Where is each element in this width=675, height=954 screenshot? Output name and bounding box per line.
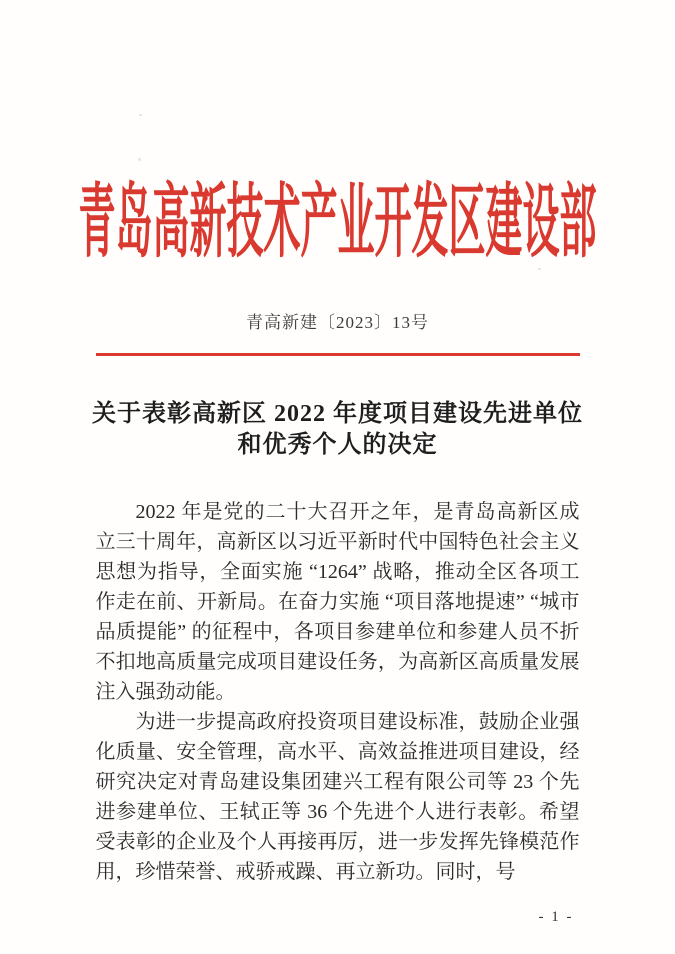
document-title-line1: 关于表彰高新区 2022 年度项目建设先进单位 <box>92 401 583 427</box>
letterhead-banner <box>0 0 675 270</box>
body-paragraph-1: 2022 年是党的二十大召开之年，是青岛高新区成立三十周年，高新区以习近平新时代中国特色社会主义思想为指导，全面实施 “1264” 战略，推动全区各项工作走在前、开新局。在奋力实施 “项目落地提速” “城市品质提能” 的征程中，各项目参建单位和参建人员不折不扣地高质量完成项目建设任务，为高新区高质量发展注入强劲动能。 <box>95 501 580 703</box>
document-body <box>96 497 580 887</box>
document-title <box>0 399 675 461</box>
issuing-authority-title: 青岛高新技术产业开发区建设部 <box>78 179 597 270</box>
red-divider-line <box>96 353 580 356</box>
page-number: - 1 - <box>538 909 574 925</box>
document-reference-number: 青高新建〔2023〕13号 <box>246 313 429 332</box>
body-paragraph-2: 为进一步提高政府投资项目建设标准，鼓励企业强化质量、安全管理，高水平、高效益推进项目建设，经研究决定对青岛建设集团建兴工程有限公司等 23 个先进参建单位、王轼正等 36 个先进个人进行表彰。希望受表彰的企业及个人再接再厉，进一步发挥先锋模范作用，珍惜荣誉、戒骄戒躁、再立新功。同时，号 <box>95 711 580 883</box>
scan-artifact <box>139 114 142 116</box>
document-title-line2: 和优秀个人的决定 <box>237 432 438 458</box>
